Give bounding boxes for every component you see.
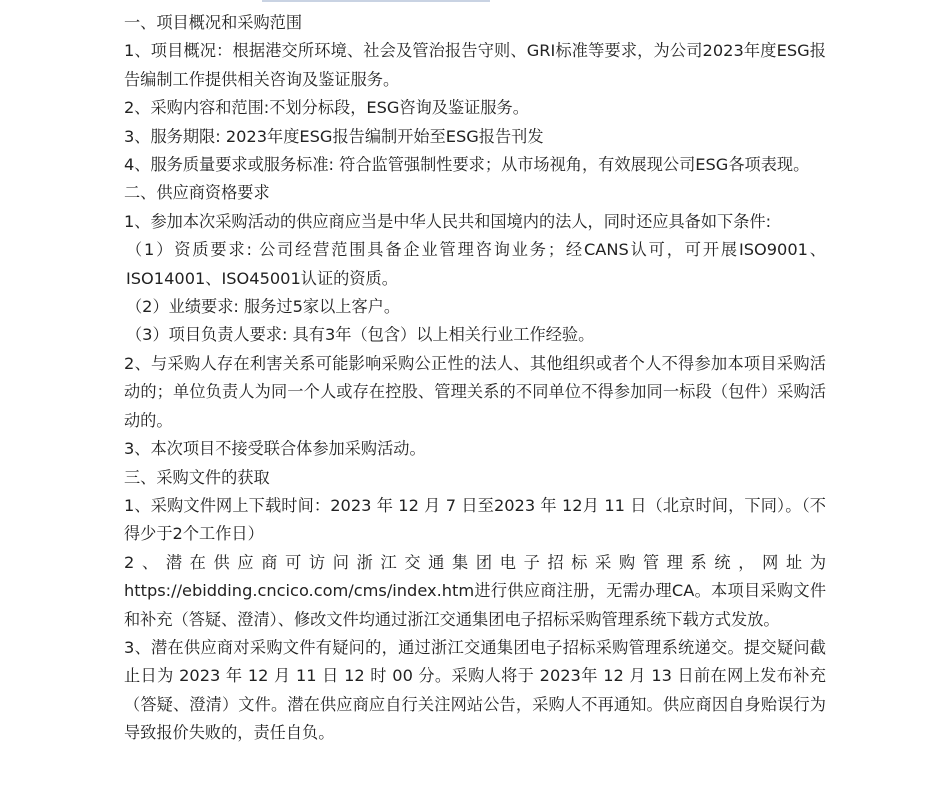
document-body xyxy=(124,9,826,748)
paragraph-supplier-conditions: 1、参加本次采购活动的供应商应当是中华人民共和国境内的法人，同时还应具备如下条件: xyxy=(124,211,772,231)
paragraph-service-quality: 4、服务质量要求或服务标准: 符合监管强制性要求；从市场视角，有效展现公司ESG各项表现。 xyxy=(124,155,810,175)
section-heading-obtain-documents: 三、采购文件的获取 xyxy=(124,467,270,487)
top-divider xyxy=(262,0,490,2)
section-heading-supplier-qualification: 二、供应商资格要求 xyxy=(124,183,270,203)
paragraph-questions: 3、潜在供应商对采购文件有疑问的，通过浙江交通集团电子招标采购管理系统递交。提交疑问截止日为 2023 年 12 月 11 日 12 时 00 分。采购人将于 2023年 12 月 13 日前在网上发布补充（答疑、澄清）文件。潜在供应商应自行关注网站公告，采购人不再通知。供应商因自身贻误行为导致报价失败的，责任自负。 xyxy=(124,637,826,743)
section-heading-project-overview: 一、项目概况和采购范围 xyxy=(124,13,303,32)
paragraph-service-period: 3、服务期限: 2023年度ESG报告编制开始至ESG报告刊发 xyxy=(124,126,544,146)
paragraph-qualification-requirement: （1）资质要求: 公司经营范围具备企业管理咨询业务；经CANS认可，可开展ISO9001、ISO14001、ISO45001认证的资质。 xyxy=(126,240,826,288)
paragraph-download-time: 1、采购文件网上下载时间：2023 年 12 月 7 日至2023 年 12月 11 日（北京时间，下同）。（不得少于2个工作日） xyxy=(124,495,826,544)
paragraph-procurement-scope: 2、采购内容和范围:不划分标段，ESG咨询及鉴证服务。 xyxy=(124,98,529,118)
paragraph-no-consortium: 3、本次项目不接受联合体参加采购活动。 xyxy=(124,439,426,459)
paragraph-performance-requirement: （2）业绩要求: 服务过5家以上客户。 xyxy=(126,297,401,317)
paragraph-conflict-of-interest: 2、与采购人存在利害关系可能影响采购公正性的法人、其他组织或者个人不得参加本项目采购活动的；单位负责人为同一个人或存在控股、管理关系的不同单位不得参加同一标段（包件）采购活动的。 xyxy=(124,353,826,430)
paragraph-project-lead-requirement: （3）项目负责人要求: 具有3年（包含）以上相关行业工作经验。 xyxy=(126,325,595,345)
paragraph-project-overview: 1、项目概况：根据港交所环境、社会及管治报告守则、GRI标准等要求，为公司2023年度ESG报告编制工作提供相关咨询及鉴证服务。 xyxy=(124,41,826,89)
paragraph-registration: 2、潜在供应商可访问浙江交通集团电子招标采购管理系统，网址为https://ebidding.cncico.com/cms/index.htm进行供应商注册，无需办理CA。本项目采购文件和补充（答疑、澄清）、修改文件均通过浙江交通集团电子招标采购管理系统下载方式发放。 xyxy=(124,552,826,629)
